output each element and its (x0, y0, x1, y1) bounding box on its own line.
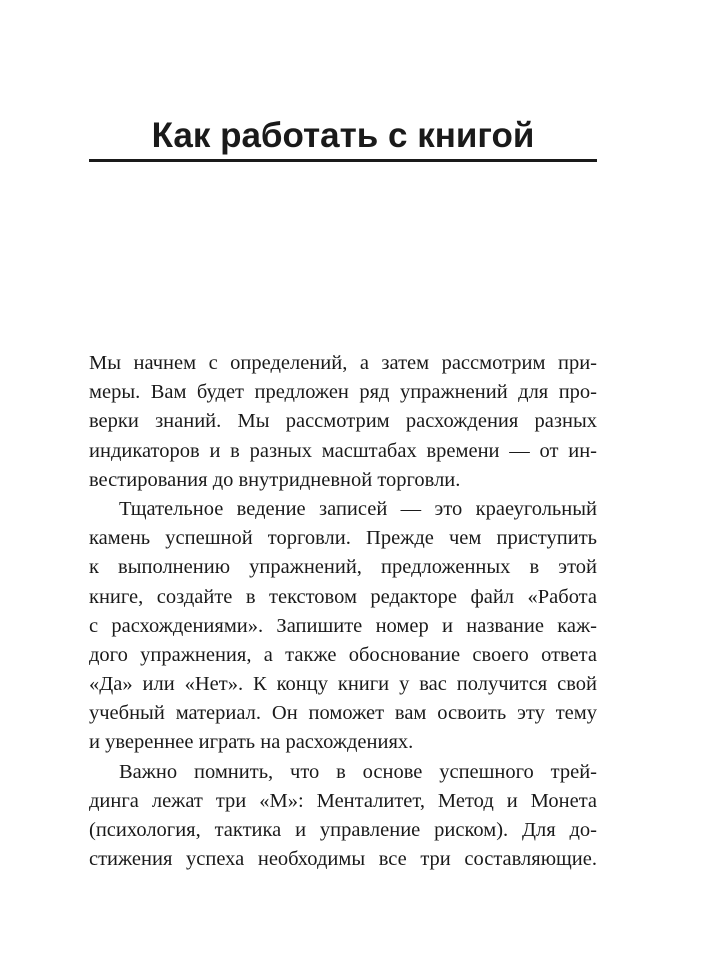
text-line: динга лежат три «М»: Менталитет, Метод и Монета (89, 789, 597, 812)
body-text (89, 349, 597, 874)
text-line: Тщательное ведение записей — это краеугольный (119, 497, 597, 520)
text-line: меры. Вам будет предложен ряд упражнений для про- (89, 381, 597, 404)
text-line: (психология, тактика и управление риском). Для до- (89, 819, 597, 841)
text-line: «Да» или «Нет». К концу книги у вас получится свой (89, 673, 597, 696)
text-line: Важно помнить, что в основе успешного трей- (119, 760, 597, 783)
text-line: стижения успеха необходимы все три составляющие. (89, 848, 597, 871)
text-line: учебный материал. Он поможет вам освоить эту тему (89, 702, 597, 725)
paragraph-3 (89, 758, 597, 875)
title-underline (89, 159, 597, 162)
text-line: с расхождениями». Запишите номер и название каж- (89, 614, 597, 637)
text-line: вестирования до внутридневной торговли. (89, 468, 461, 491)
text-line: и увереннее играть на расхождениях. (89, 731, 414, 754)
text-line: книге, создайте в текстовом редакторе файл «Работа (89, 585, 597, 608)
text-line: Мы начнем с определений, а затем рассмотрим при- (89, 352, 597, 374)
text-line: камень успешной торговли. Прежде чем приступить (89, 527, 597, 550)
text-line: дого упражнения, а также обоснование своего ответа (89, 643, 597, 666)
paragraph-1 (89, 349, 597, 495)
paragraph-2 (89, 495, 597, 758)
text-line: верки знаний. Мы рассмотрим расхождения разных (89, 410, 597, 433)
text-line: к выполнению упражнений, предложенных в этой (89, 556, 597, 579)
chapter-title: Как работать с книгой (151, 116, 535, 155)
text-line: индикаторов и в разных масштабах времени — от ин- (89, 439, 597, 462)
